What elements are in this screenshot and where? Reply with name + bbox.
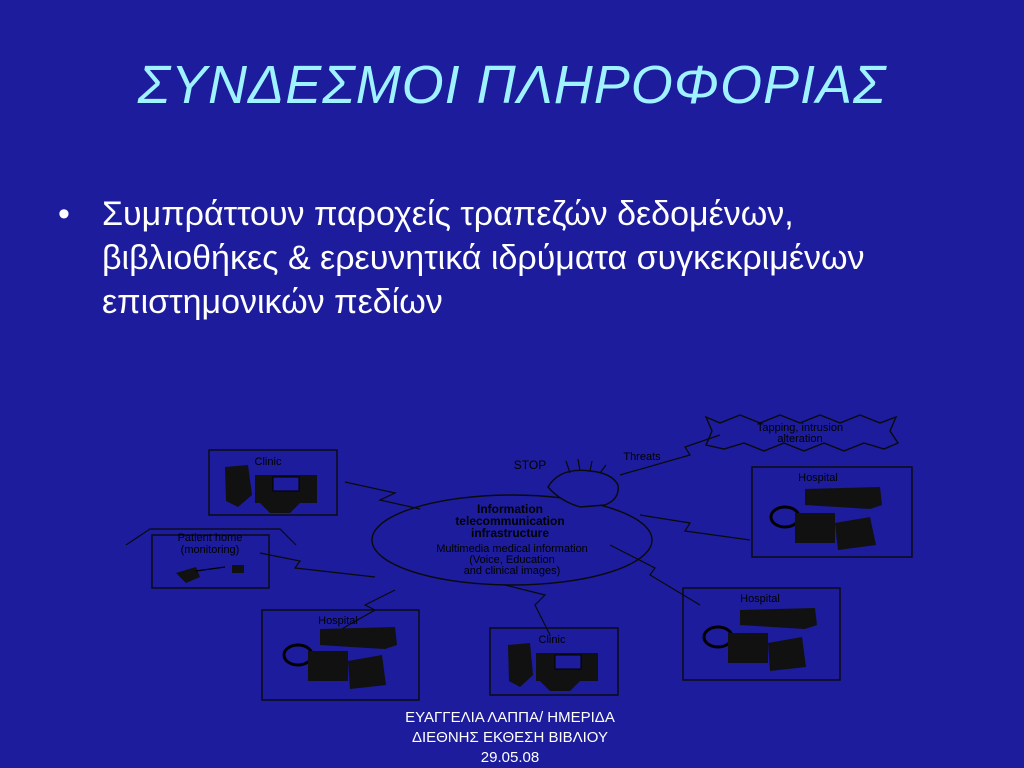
node-patient-home xyxy=(126,529,296,588)
svg-text:alteration: alteration xyxy=(777,433,823,445)
svg-text:Patient home: Patient home xyxy=(177,532,243,544)
stop-label: STOP xyxy=(513,458,547,472)
svg-text:Clinic: Clinic xyxy=(538,634,566,646)
footer-line-1: ΕΥΑΓΓΕΛΙΑ ΛΑΠΠΑ/ ΗΜΕΡΙΔΑ xyxy=(405,709,615,726)
threats-label: Threats xyxy=(623,451,661,463)
svg-text:telecommunication: telecommunication xyxy=(455,514,565,528)
footer xyxy=(340,708,680,768)
svg-text:Hospital: Hospital xyxy=(798,472,838,484)
node-hospital-right-bottom xyxy=(683,588,840,680)
svg-text:(monitoring): (monitoring) xyxy=(180,544,240,556)
node-hospital-left xyxy=(262,610,419,700)
node-clinic-bottom xyxy=(490,628,618,695)
svg-text:Multimedia medical information: Multimedia medical information xyxy=(436,543,588,555)
svg-text:infrastructure: infrastructure xyxy=(470,526,550,540)
slide-title: ΣΥΝΔΕΣΜΟΙ ΠΛΗΡΟΦΟΡΙΑΣ xyxy=(137,55,887,115)
node-hospital-right-top xyxy=(752,467,912,557)
svg-text:(Voice, Education: (Voice, Education xyxy=(469,554,555,566)
footer-line-3: 29.05.08 xyxy=(480,749,540,766)
node-clinic-top xyxy=(209,450,337,515)
svg-text:Hospital: Hospital xyxy=(740,593,780,605)
bullet-item xyxy=(58,192,958,324)
clinic-top-label: Clinic xyxy=(254,456,282,468)
stop-hand-icon xyxy=(548,459,618,507)
svg-text:and clinical images): and clinical images) xyxy=(463,565,561,577)
footer-line-2: ΔΙΕΘΝΗΣ ΕΚΘΕΣΗ ΒΙΒΛΙΟΥ xyxy=(411,729,608,746)
svg-text:Hospital: Hospital xyxy=(318,615,358,627)
bullet-dot-icon: • xyxy=(58,195,70,233)
svg-text:Information: Information xyxy=(477,502,543,516)
node-tapping xyxy=(706,415,898,451)
bullet-text: Συμπράττουν παροχείς τραπεζών δεδομένων, βιβλιοθήκες & ερευνητικά ιδρύματα συγκεκριμένων επιστημονικών πεδίων xyxy=(102,195,865,321)
svg-text:Tapping, intrusion: Tapping, intrusion xyxy=(756,422,844,434)
info-infrastructure-ellipse xyxy=(372,495,652,585)
